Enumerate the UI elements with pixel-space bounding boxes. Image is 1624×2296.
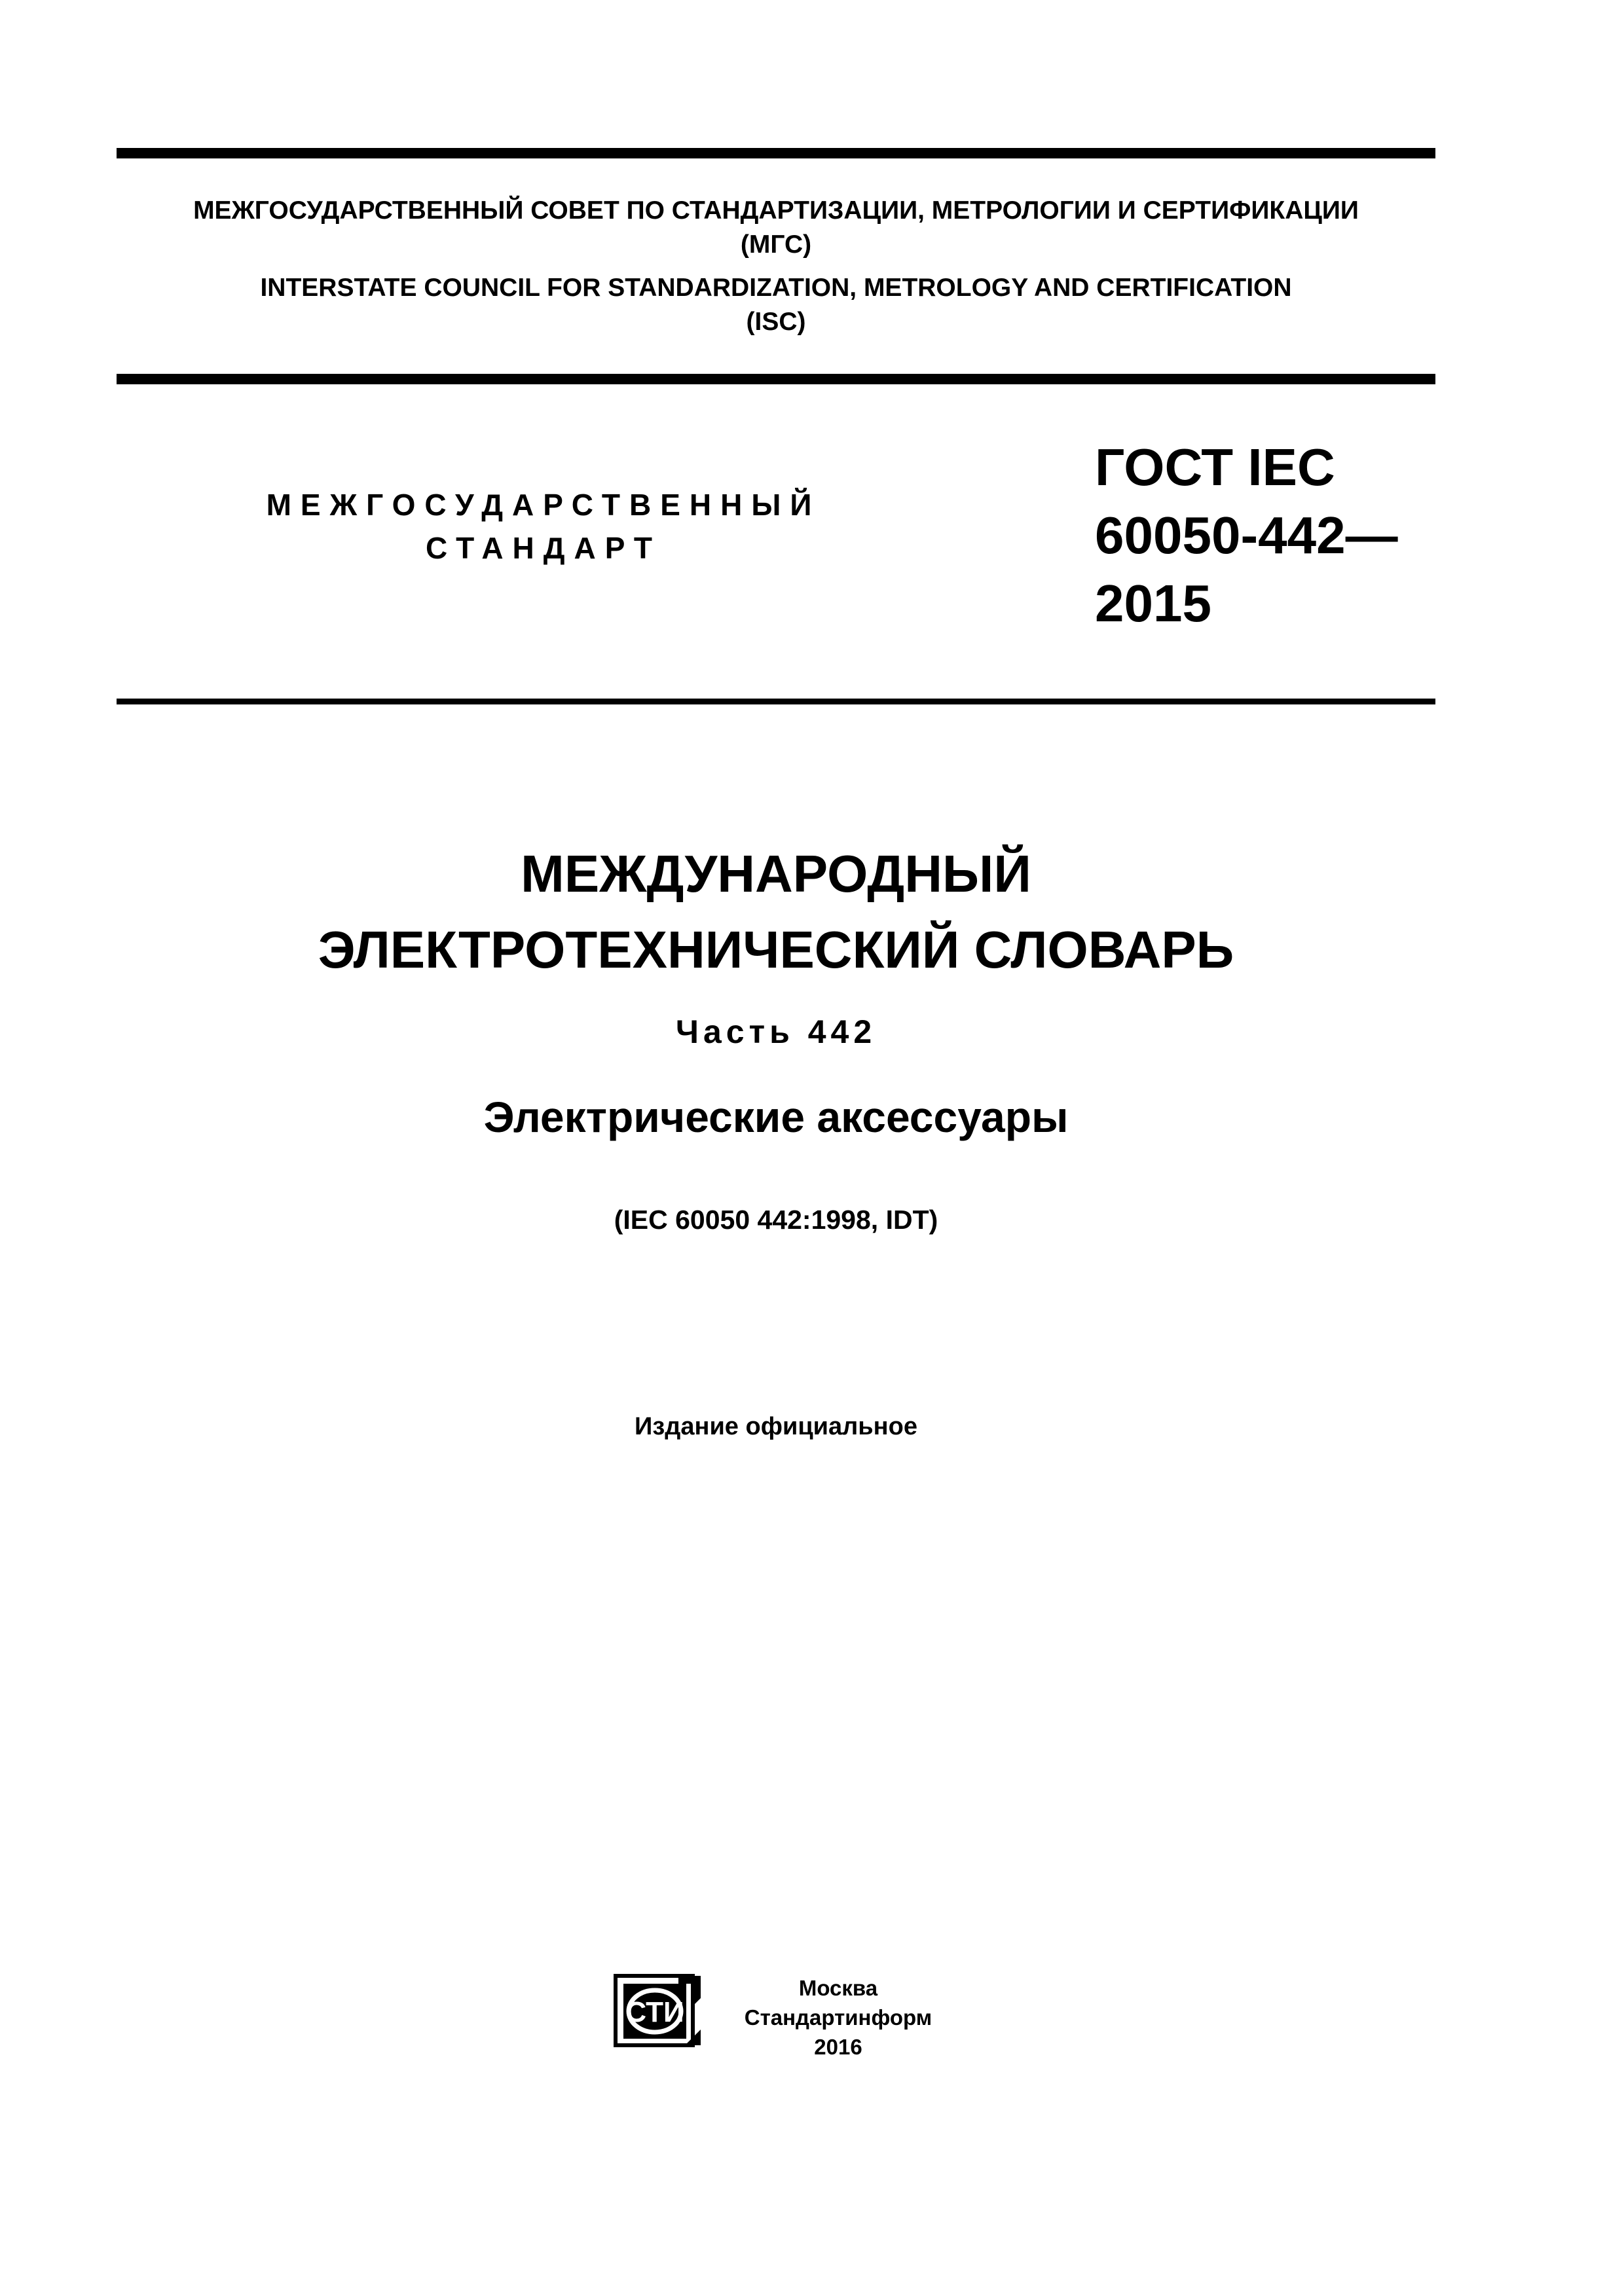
imprint-publisher: Стандартинформ (744, 2005, 932, 2030)
imprint-year: 2016 (814, 2035, 862, 2059)
standard-kind-line2: СТАНДАРТ (426, 531, 661, 565)
iec-reference: (IEC 60050 442:1998, IDT) (614, 1205, 938, 1235)
designation-line3: 2015 (1095, 574, 1211, 632)
publisher-imprint (720, 1973, 956, 2062)
document-title (117, 836, 1435, 988)
standard-kind (216, 483, 871, 570)
logo-text: СТИ (625, 1996, 684, 2028)
document-subtitle: Электрические аксессуары (483, 1093, 1069, 1141)
standartinform-logo-icon (613, 1972, 703, 2052)
council-en-abbr: (ISC) (746, 308, 806, 336)
part-number: Часть 442 (675, 1013, 877, 1050)
title-line1: МЕЖДУНАРОДНЫЙ (521, 845, 1031, 903)
top-rule (117, 148, 1435, 158)
imprint-city: Москва (798, 1976, 878, 2000)
standard-kind-line1: МЕЖГОСУДАРСТВЕННЫЙ (266, 488, 821, 522)
designation-line2: 60050-442— (1095, 506, 1398, 564)
edition-note: Издание официальное (635, 1413, 917, 1440)
document-title-block (117, 836, 1435, 1238)
council-ru-abbr: (МГС) (740, 230, 812, 259)
title-line2: ЭЛЕКТРОТЕХНИЧЕСКИЙ СЛОВАРЬ (318, 920, 1234, 979)
council-header (117, 194, 1435, 339)
standard-designation (1095, 433, 1398, 638)
council-en-name: INTERSTATE COUNCIL FOR STANDARDIZATION, METROLOGY AND CERTIFICATION (260, 274, 1292, 302)
council-bottom-rule (117, 374, 1435, 384)
council-ru-name: МЕЖГОСУДАРСТВЕННЫЙ СОВЕТ ПО СТАНДАРТИЗАЦИИ, МЕТРОЛОГИИ И СЕРТИФИКАЦИИ (193, 196, 1359, 225)
designation-bottom-rule (117, 699, 1435, 704)
designation-line1: ГОСТ IEC (1095, 438, 1335, 496)
